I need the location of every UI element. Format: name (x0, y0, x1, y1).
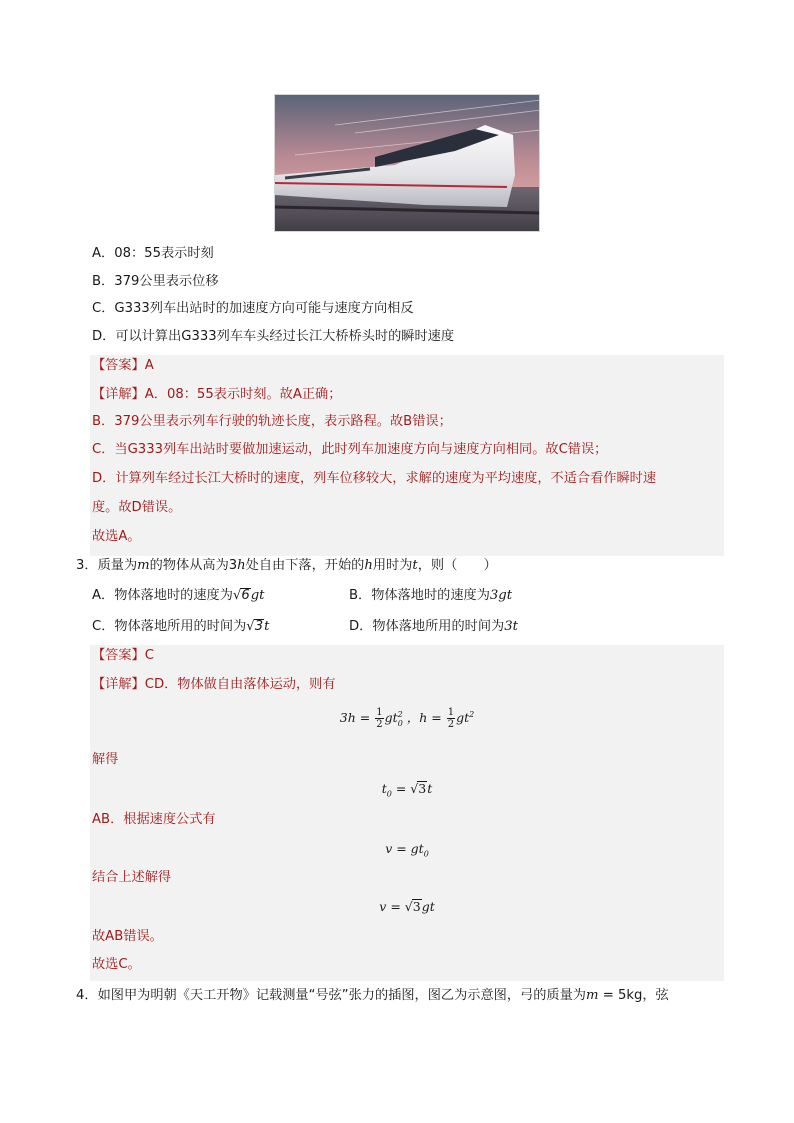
eq1-sep: ，h = (402, 710, 446, 725)
q2-option-c: C．G333列车出站时的加速度方向可能与速度方向相反 (92, 301, 414, 316)
q3-var-h2: h (364, 558, 373, 573)
answer-label: 【答案】 (92, 648, 145, 663)
q3-option-a-text: A．物体落地时的速度为 (92, 588, 233, 603)
fraction-numerator: 1 (376, 707, 383, 718)
q3-stem-mid3: 用时为 (372, 558, 413, 573)
eq2-left: t (381, 781, 387, 796)
q4-stem (76, 987, 669, 1005)
q3-option-c (92, 618, 269, 636)
fraction-numerator: 1 (447, 707, 455, 718)
q3-option-d-value: 3t (504, 619, 518, 634)
sqrt-sign: √ (404, 899, 413, 914)
q3-option-b-value: 3gt (489, 588, 513, 603)
detail-text: A．08：55表示时刻。故A正确； (144, 387, 342, 402)
sqrt-sign: √ (232, 588, 242, 603)
q3-equation-3 (90, 841, 724, 859)
q3-stem (76, 557, 497, 575)
q3-solve-label: 解得 (92, 752, 119, 767)
train-image (275, 95, 540, 232)
eq2-right: t (427, 781, 433, 796)
q3-var-t: t (412, 558, 418, 573)
q4-stem-tail: ，弦 (642, 988, 669, 1003)
q3-stem-prefix: 3．质量为 (76, 558, 138, 573)
eq1-left: 3h = (339, 710, 375, 725)
eq1b-right: gt (456, 710, 470, 725)
q2-conclusion: 故选A。 (92, 529, 141, 544)
q4-var-m: m (586, 988, 599, 1003)
eq4-radicand: 3 (412, 899, 421, 914)
eq3-sub: 0 (423, 849, 429, 859)
eq1-sub: 0 (397, 718, 403, 728)
q3-ab-wrong: 故AB错误。 (92, 929, 163, 944)
q3-option-a-radicand: 6 (241, 588, 250, 603)
eq2-eq: = (391, 781, 411, 796)
detail-label: 【详解】 (92, 387, 145, 402)
q3-option-c-value: t (264, 619, 270, 634)
q3-var-h: h (237, 558, 246, 573)
sqrt-sign: √ (410, 781, 419, 796)
q3-equation-2 (90, 781, 724, 799)
q3-option-c-text: C．物体落地所用的时间为 (92, 619, 247, 634)
eq4-right: gt (421, 899, 435, 914)
q3-stem-suffix: ，则（ ） (417, 558, 497, 573)
q3-option-c-radicand: 3 (254, 619, 264, 634)
q3-equation-1 (90, 707, 724, 730)
q3-conclusion: 故选C。 (92, 957, 141, 972)
q2-answer-line (92, 357, 154, 375)
q2-detail-line5: 度。故D错误。 (92, 500, 182, 515)
q2-detail-line3: C．当G333列车出站时要做加速运动，此时列车加速度方向与速度方向相同。故C错误； (92, 442, 608, 457)
q3-stem-mid1: 的物体从高为3 (149, 558, 238, 573)
q2-option-d: D．可以计算出G333列车车头经过长江大桥桥头时的瞬时速度 (92, 329, 455, 344)
q3-var-m: m (137, 558, 150, 573)
q3-option-a-value: gt (250, 588, 265, 603)
q3-stem-mid2: 处自由下落，开始的 (245, 558, 365, 573)
answer-value: A (144, 358, 154, 373)
eq2-radicand: 3 (418, 781, 427, 796)
eq1b-sup: 2 (469, 709, 475, 719)
q3-option-b-text: B．物体落地时的速度为 (349, 588, 490, 603)
q2-detail-line2: B．379公里表示列车行驶的轨迹长度，表示路程。故B错误； (92, 414, 452, 429)
fraction-denominator: 2 (447, 719, 455, 730)
q2-option-b: B．379公里表示位移 (92, 274, 219, 289)
sqrt-sign: √ (246, 619, 255, 634)
q2-option-a: A．08：55表示时刻 (92, 246, 214, 261)
q3-option-d-text: D．物体落地所用的时间为 (349, 619, 505, 634)
train-photo (274, 94, 540, 232)
q4-mass-value: = 5kg (598, 988, 643, 1003)
q3-answer-line (92, 647, 154, 665)
q3-detail-line1 (92, 676, 336, 694)
eq1-sup: 2 (397, 709, 403, 719)
answer-label: 【答案】 (92, 358, 145, 373)
q3-combine-label: 结合上述解得 (92, 870, 172, 885)
eq4-left: v = (379, 899, 405, 914)
fraction (447, 707, 455, 730)
detail-text: CD．物体做自由落体运动，则有 (144, 677, 336, 692)
q3-ab-line: AB．根据速度公式有 (92, 812, 216, 827)
fraction (375, 707, 383, 730)
answer-value: C (144, 648, 154, 663)
q3-option-d (349, 618, 518, 636)
eq3: v = gt (385, 841, 424, 856)
q2-detail-line4: D．计算列车经过长江大桥时的速度，列车位移较大，求解的速度为平均速度，不适合看作瞬时速 (92, 471, 657, 486)
q4-stem-text: 4．如图甲为明朝《天工开物》记载测量“号弦”张力的插图，图乙为示意图，弓的质量为 (76, 988, 586, 1003)
q3-option-a (92, 587, 264, 605)
eq2-sub: 0 (386, 789, 392, 799)
q3-equation-4 (90, 899, 724, 914)
q3-option-b (349, 587, 512, 605)
q2-detail-line1 (92, 386, 341, 404)
fraction-denominator: 2 (376, 719, 383, 730)
detail-label: 【详解】 (92, 677, 145, 692)
eq1-right: gt (384, 710, 398, 725)
